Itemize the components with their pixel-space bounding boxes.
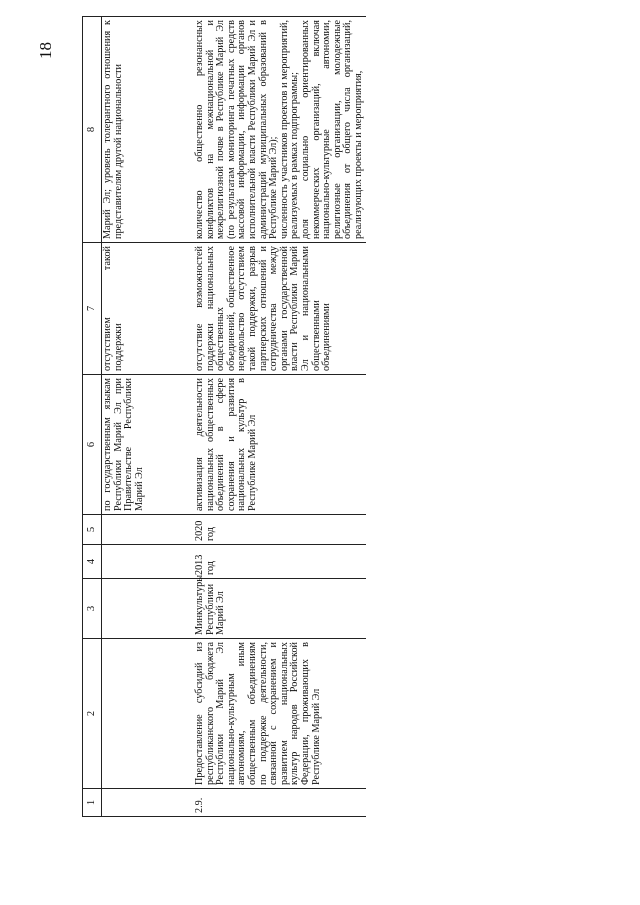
column-number: 1 — [83, 789, 102, 817]
indicator-item: численность участников проектов и мероприятий, реализуемых в рамках подпрограммы; — [278, 20, 301, 239]
indicator-item: количество общественно резонансных конфликтов на межнациональной и межрелигиозной почве в Республике Марий Эл (по результатам мониторинга печатных средств массовой информации, информации органов исполнительной власти Республики Марий Эл и администраций муниципальных образований в Республике Марий Эл); — [194, 20, 280, 239]
row-number: 2.9. — [192, 789, 366, 817]
problems-cell: отсутствием такой поддержки — [102, 243, 193, 375]
table-cell — [102, 639, 193, 789]
column-number: 6 — [83, 375, 102, 515]
table-cell — [102, 789, 193, 817]
measures-cell: активизация деятельности национальных общественных объединений в сфере сохранения и развития национальных культур в Республике Марий Эл — [192, 375, 366, 515]
measures-cell: по государственным языкам Республики Марий Эл при Правительстве Республики Марий Эл — [102, 375, 193, 515]
continued-row — [102, 17, 193, 817]
problems-cell: отсутствие возможностей поддержки национальных общественных объединений, общественное недовольство отсутствием такой поддержки, разрыв партнерских отношений и сотрудничества между органами государственной власти Республики Марий Эл и национальными общественными объединениями — [192, 243, 366, 375]
table-cell — [102, 579, 193, 639]
table-row — [192, 17, 366, 817]
column-number: 2 — [83, 639, 102, 789]
end-year-cell: 2020 год — [192, 515, 366, 545]
indicators-cell: Марий Эл; уровень толерантного отношения к представителям другой национальности — [102, 17, 193, 243]
column-number: 4 — [83, 545, 102, 579]
activity-name: Предоставление субсидий из республиканского бюджета Республики Марий Эл национально-культурным автономиям, иным общественным объединениям по поддержке деятельности, связанной с сохранением и развитием национальных культур народов Российской Федерации, проживающих в Республике Марий Эл — [192, 639, 366, 789]
executor-cell: Минкультуры Республики Марий Эл — [192, 579, 366, 639]
column-number: 3 — [83, 579, 102, 639]
indicator-item: доля социально ориентированных некоммерческих организаций, включая национально-культурные автономии, религиозные организации, молодежные объединения от общего числа организаций, реализующих проекты и мероприятия, — [299, 20, 364, 239]
start-year-cell: 2013 год — [192, 545, 366, 579]
column-number: 5 — [83, 515, 102, 545]
column-number: 8 — [83, 17, 102, 243]
table-cell — [102, 545, 193, 579]
page-number: 18 — [36, 42, 55, 59]
column-number-row — [83, 17, 102, 817]
indicators-cell — [192, 17, 366, 243]
column-number: 7 — [83, 243, 102, 375]
program-activities-table — [82, 16, 366, 817]
table-cell — [102, 515, 193, 545]
